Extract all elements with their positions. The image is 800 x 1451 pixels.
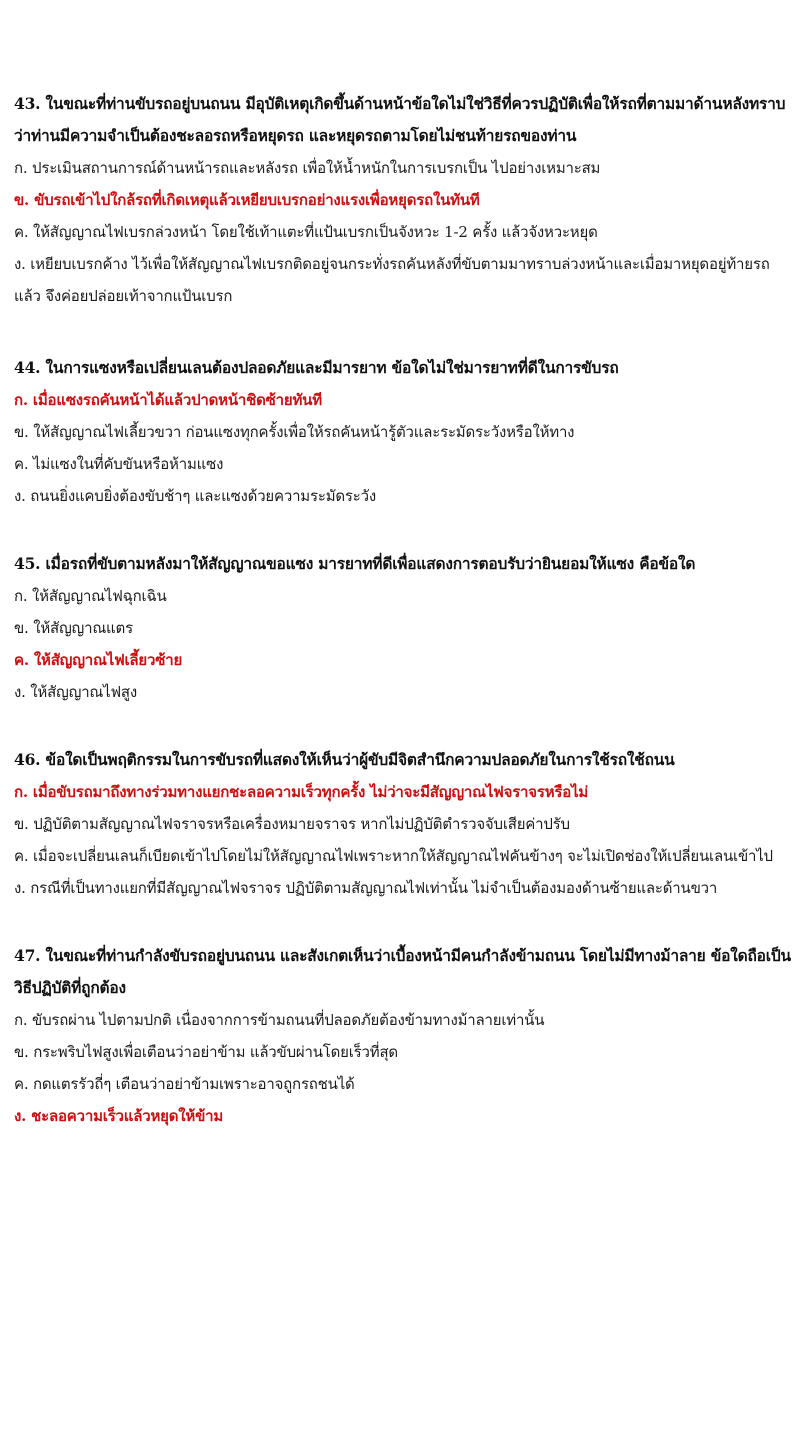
- option-c: ค. กดแตรรัวถี่ๆ เตือนว่าอย่าข้ามเพราะอาจถูกรถชนได้: [14, 1075, 355, 1093]
- option-c-correct-answer: ค. ให้สัญญาณไฟเลี้ยวซ้าย: [14, 651, 183, 669]
- option-d-correct-answer: ง. ชะลอความเร็วแล้วหยุดให้ข้าม: [14, 1107, 224, 1125]
- option-a: ก. ประเมินสถานการณ์ด้านหน้ารถและหลังรถ เพื่อให้น้ำหนักในการเบรกเป็น ไปอย่างเหมาะสม: [14, 159, 601, 177]
- option-c: ค. เมื่อจะเปลี่ยนเลนก็เบียดเข้าไปโดยไม่ให้สัญญาณไฟเพราะหากให้สัญญาณไฟคันข้างๆ จะไม่เปิดช่องให้เปลี่ยนเลนเข้าไป: [14, 847, 773, 865]
- option-d: ง. เหยียบเบรกค้าง ไว้เพื่อให้สัญญาณไฟเบรกติดอยู่จนกระทั่งรถคันหลังที่ขับตามมาทราบล่วงหน้าและเมื่อมาหยุดอยู่ท้ายรถแล้ว จึงค่อยปล่อยเท้าจากแป้นเบรก: [14, 255, 770, 305]
- option-b: ข. ให้สัญญาณไฟเลี้ยวขวา ก่อนแซงทุกครั้งเพื่อให้รถคันหน้ารู้ตัวและระมัดระวังหรือให้ทาง: [14, 423, 575, 441]
- question-46: [14, 744, 794, 904]
- option-b: ข. ให้สัญญาณแตร: [14, 619, 133, 637]
- option-a-correct-answer: ก. เมื่อขับรถมาถึงทางร่วมทางแยกชะลอความเร็วทุกครั้ง ไม่ว่าจะมีสัญญาณไฟจราจรหรือไม่: [14, 783, 589, 801]
- quiz-document: [14, 88, 794, 1168]
- option-b-correct-answer: ข. ขับรถเข้าไปใกล้รถที่เกิดเหตุแล้วเหยียบเบรกอย่างแรงเพื่อหยุดรถในทันที: [14, 191, 480, 209]
- option-b: ข. กระพริบไฟสูงเพื่อเตือนว่าอย่าข้าม แล้วขับผ่านโดยเร็วที่สุด: [14, 1043, 398, 1061]
- question-title: 46. ข้อใดเป็นพฤติกรรมในการขับรถที่แสดงให้เห็นว่าผู้ขับมีจิตสำนึกความปลอดภัยในการใช้รถใช้ถนน: [14, 750, 675, 769]
- question-44: [14, 352, 794, 512]
- question-45: [14, 548, 794, 708]
- question-title: 44. ในการแซงหรือเปลี่ยนเลนต้องปลอดภัยและมีมารยาท ข้อใดไม่ใช่มารยาทที่ดีในการขับรถ: [14, 358, 619, 377]
- option-d: ง. ถนนยิ่งแคบยิ่งต้องขับช้าๆ และแซงด้วยความระมัดระวัง: [14, 487, 376, 505]
- question-title: 47. ในขณะที่ท่านกำลังขับรถอยู่บนถนน และสังเกตเห็นว่าเบื้องหน้ามีคนกำลังข้ามถนน โดยไม่มีทางม้าลาย ข้อใดถือเป็นวิธีปฏิบัติที่ถูกต้อง: [14, 946, 791, 997]
- option-a-correct-answer: ก. เมื่อแซงรถคันหน้าได้แล้วปาดหน้าชิดซ้ายทันที: [14, 391, 322, 409]
- option-b: ข. ปฏิบัติตามสัญญาณไฟจราจรหรือเครื่องหมายจราจร หากไม่ปฏิบัติตำรวจจับเสียค่าปรับ: [14, 815, 570, 833]
- question-title: 45. เมื่อรถที่ขับตามหลังมาให้สัญญาณขอแซง มารยาทที่ดีเพื่อแสดงการตอบรับว่ายินยอมให้แซง คือข้อใด: [14, 554, 696, 573]
- question-title: 43. ในขณะที่ท่านขับรถอยู่บนถนน มีอุบัติเหตุเกิดขึ้นด้านหน้าข้อใดไม่ใช่วิธีที่ควรปฏิบัติเพื่อให้รถที่ตามมาด้านหลังทราบว่าท่านมีความจำเป็นต้องชะลอรถหรือหยุดรถ และหยุดรถตามโดยไม่ชนท้ายรถของท่าน: [14, 94, 786, 145]
- option-d: ง. กรณีที่เป็นทางแยกที่มีสัญญาณไฟจราจร ปฏิบัติตามสัญญาณไฟเท่านั้น ไม่จำเป็นต้องมองด้านซ้ายและด้านขวา: [14, 879, 718, 897]
- question-43: [14, 88, 794, 312]
- option-a: ก. ขับรถผ่าน ไปตามปกติ เนื่องจากการข้ามถนนที่ปลอดภัยต้องข้ามทางม้าลายเท่านั้น: [14, 1011, 545, 1029]
- option-a: ก. ให้สัญญาณไฟฉุกเฉิน: [14, 587, 167, 605]
- option-d: ง. ให้สัญญาณไฟสูง: [14, 683, 137, 701]
- option-c: ค. ไม่แซงในที่คับขันหรือห้ามแซง: [14, 455, 224, 473]
- question-47: [14, 940, 794, 1132]
- option-c: ค. ให้สัญญาณไฟเบรกล่วงหน้า โดยใช้เท้าแตะที่แป้นเบรกเป็นจังหวะ 1-2 ครั้ง แล้วจังหวะหยุด: [14, 223, 598, 241]
